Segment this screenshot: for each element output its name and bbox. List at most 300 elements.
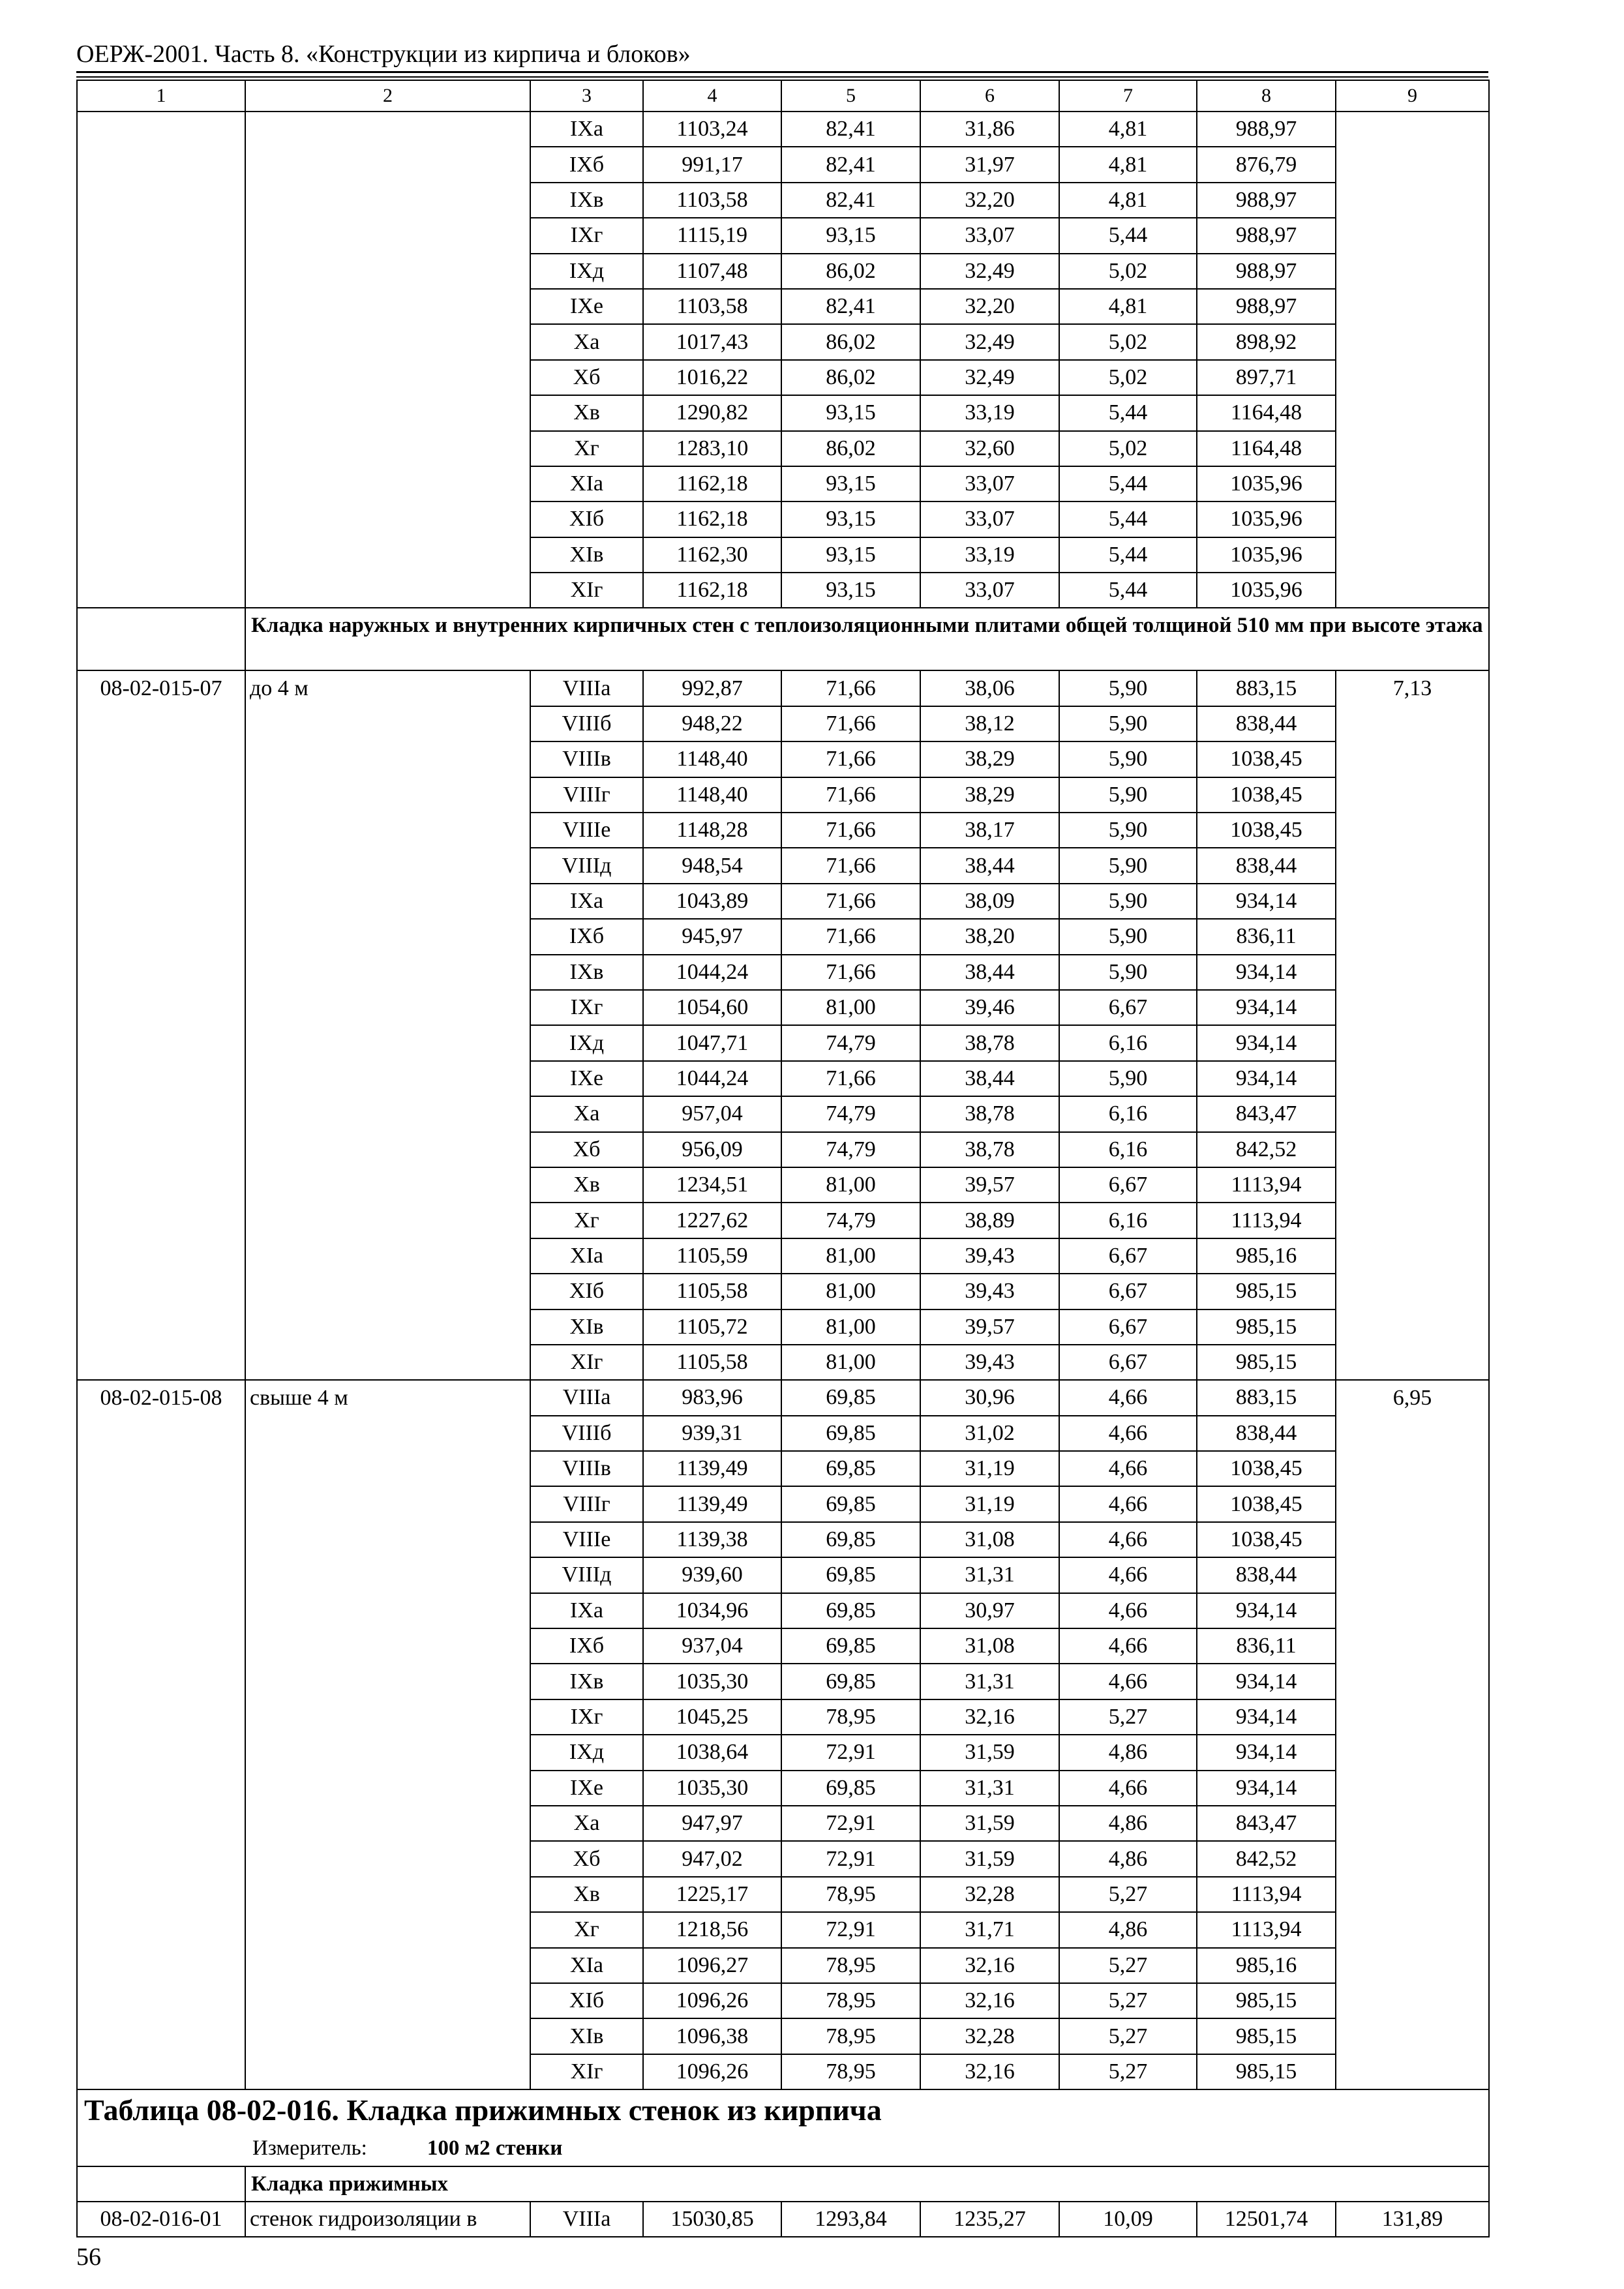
price-cell: 82,41	[781, 147, 920, 182]
price-cell: 1164,48	[1197, 395, 1336, 430]
price-cell: 4,81	[1059, 112, 1197, 147]
region-cell: IXе	[530, 1061, 643, 1096]
section-heading-row	[77, 2166, 1489, 2202]
price-cell: 1035,96	[1197, 537, 1336, 573]
table-title-row	[77, 2089, 1489, 2131]
price-cell: 1139,38	[643, 1522, 781, 1557]
price-cell: 39,43	[920, 1238, 1059, 1274]
price-cell: 30,96	[920, 1380, 1059, 1415]
price-cell: 1162,18	[643, 573, 781, 608]
price-cell: 934,14	[1197, 1025, 1336, 1060]
measure-value: 100 м2 стенки	[427, 2136, 563, 2161]
region-cell: XIа	[530, 466, 643, 501]
price-cell: 934,14	[1197, 1735, 1336, 1770]
price-cell: 1103,58	[643, 183, 781, 218]
price-cell: 5,90	[1059, 955, 1197, 990]
price-cell: 1113,94	[1197, 1877, 1336, 1912]
price-cell: 33,07	[920, 573, 1059, 608]
price-cell: 32,49	[920, 254, 1059, 289]
rate-code-cell: 08-02-015-07	[77, 670, 245, 1380]
price-cell: 1016,22	[643, 360, 781, 395]
price-cell: 38,78	[920, 1132, 1059, 1167]
measure-row	[77, 2131, 1489, 2166]
price-cell: 1162,18	[643, 501, 781, 537]
column-header: 7	[1059, 80, 1197, 112]
region-cell: VIIIг	[530, 777, 643, 813]
page-header-title: ОЕРЖ-2001. Часть 8. «Конструкции из кирпича и блоков»	[76, 40, 691, 68]
price-cell: 957,04	[643, 1096, 781, 1131]
column-number-row	[77, 80, 1489, 112]
table-row	[77, 670, 1489, 706]
price-cell: 934,14	[1197, 990, 1336, 1025]
price-cell: 5,90	[1059, 670, 1197, 706]
price-cell: 947,02	[643, 1841, 781, 1876]
price-cell: 838,44	[1197, 706, 1336, 741]
price-cell: 1115,19	[643, 218, 781, 253]
region-cell: IXа	[530, 1593, 643, 1628]
price-cell: 72,91	[781, 1841, 920, 1876]
price-cell: 32,28	[920, 1877, 1059, 1912]
price-cell: 31,71	[920, 1912, 1059, 1947]
region-cell: VIIIе	[530, 1522, 643, 1557]
region-cell: Xв	[530, 395, 643, 430]
price-cell: 1113,94	[1197, 1167, 1336, 1203]
price-cell: 843,47	[1197, 1806, 1336, 1841]
price-cell: 31,86	[920, 112, 1059, 147]
price-cell: 876,79	[1197, 147, 1336, 182]
rate-description-cell: до 4 м	[245, 670, 530, 1380]
price-cell: 5,27	[1059, 2054, 1197, 2089]
price-cell: 1035,30	[643, 1771, 781, 1806]
price-cell: 15030,85	[643, 2202, 781, 2237]
price-cell: 12501,74	[1197, 2202, 1336, 2237]
price-cell: 4,66	[1059, 1771, 1197, 1806]
price-cell: 38,44	[920, 1061, 1059, 1096]
price-cell: 985,15	[1197, 2018, 1336, 2054]
region-cell: VIIIб	[530, 1416, 643, 1451]
region-cell: IXа	[530, 884, 643, 919]
price-cell: 4,66	[1059, 1628, 1197, 1664]
price-cell: 69,85	[781, 1557, 920, 1593]
price-cell: 71,66	[781, 813, 920, 848]
price-cell: 78,95	[781, 1699, 920, 1735]
price-cell: 1038,45	[1197, 741, 1336, 777]
price-cell: 5,90	[1059, 706, 1197, 741]
region-cell: XIг	[530, 1345, 643, 1380]
price-cell: 38,29	[920, 741, 1059, 777]
region-cell: IXв	[530, 1664, 643, 1699]
price-cell: 1103,24	[643, 112, 781, 147]
price-cell: 939,31	[643, 1416, 781, 1451]
price-cell: 6,67	[1059, 990, 1197, 1025]
price-cell: 78,95	[781, 2018, 920, 2054]
region-cell: IXа	[530, 112, 643, 147]
price-cell: 1105,59	[643, 1238, 781, 1274]
price-cell: 1293,84	[781, 2202, 920, 2237]
price-cell: 4,66	[1059, 1522, 1197, 1557]
price-cell: 838,44	[1197, 848, 1336, 883]
region-cell: VIIIг	[530, 1486, 643, 1521]
price-cell: 93,15	[781, 573, 920, 608]
price-cell: 38,89	[920, 1203, 1059, 1238]
price-cell: 6,16	[1059, 1025, 1197, 1060]
price-cell: 39,46	[920, 990, 1059, 1025]
price-cell: 897,71	[1197, 360, 1336, 395]
price-cell: 74,79	[781, 1096, 920, 1131]
price-cell: 1038,64	[643, 1735, 781, 1770]
region-cell: VIIIв	[530, 1451, 643, 1486]
column-header: 9	[1336, 80, 1489, 112]
region-cell: VIIIд	[530, 848, 643, 883]
column-header: 4	[643, 80, 781, 112]
price-cell: 5,44	[1059, 218, 1197, 253]
price-cell: 4,86	[1059, 1735, 1197, 1770]
price-cell: 5,27	[1059, 1699, 1197, 1735]
price-cell: 1043,89	[643, 884, 781, 919]
price-cell: 1047,71	[643, 1025, 781, 1060]
column-header: 2	[245, 80, 530, 112]
price-cell: 838,44	[1197, 1557, 1336, 1593]
price-cell: 1283,10	[643, 431, 781, 466]
price-cell: 82,41	[781, 183, 920, 218]
region-cell: Xа	[530, 324, 643, 359]
price-cell: 5,44	[1059, 466, 1197, 501]
price-cell: 93,15	[781, 501, 920, 537]
price-cell: 1148,28	[643, 813, 781, 848]
table-title: Таблица 08-02-016. Кладка прижимных стенок из кирпича	[77, 2089, 1489, 2131]
price-cell: 5,02	[1059, 431, 1197, 466]
region-cell: XIв	[530, 1309, 643, 1345]
price-cell: 81,00	[781, 1345, 920, 1380]
price-cell: 33,19	[920, 537, 1059, 573]
column-header: 5	[781, 80, 920, 112]
price-cell: 5,02	[1059, 254, 1197, 289]
price-cell: 86,02	[781, 324, 920, 359]
price-cell: 1148,40	[643, 777, 781, 813]
price-cell: 1148,40	[643, 741, 781, 777]
region-cell: Xг	[530, 1912, 643, 1947]
price-cell: 4,81	[1059, 183, 1197, 218]
region-cell: Xг	[530, 1203, 643, 1238]
price-cell: 988,97	[1197, 183, 1336, 218]
price-cell: 32,16	[920, 1699, 1059, 1735]
price-cell: 31,59	[920, 1841, 1059, 1876]
price-cell: 5,27	[1059, 1983, 1197, 2018]
price-cell: 6,67	[1059, 1309, 1197, 1345]
price-cell: 4,66	[1059, 1486, 1197, 1521]
price-cell: 31,31	[920, 1664, 1059, 1699]
price-cell: 71,66	[781, 741, 920, 777]
price-cell: 5,02	[1059, 324, 1197, 359]
price-cell: 5,90	[1059, 919, 1197, 954]
price-cell: 78,95	[781, 2054, 920, 2089]
price-cell: 1113,94	[1197, 1912, 1336, 1947]
price-cell: 836,11	[1197, 1628, 1336, 1664]
region-cell: XIб	[530, 1274, 643, 1309]
price-cell: 1218,56	[643, 1912, 781, 1947]
region-cell: VIIIб	[530, 706, 643, 741]
price-cell: 5,44	[1059, 395, 1197, 430]
price-cell: 78,95	[781, 1948, 920, 1983]
price-cell: 948,54	[643, 848, 781, 883]
price-cell: 1044,24	[643, 1061, 781, 1096]
price-cell: 72,91	[781, 1735, 920, 1770]
price-cell: 38,78	[920, 1096, 1059, 1131]
price-cell: 4,66	[1059, 1380, 1197, 1415]
price-cell: 5,90	[1059, 813, 1197, 848]
price-cell: 38,17	[920, 813, 1059, 848]
price-cell: 69,85	[781, 1664, 920, 1699]
section-heading: Кладка прижимных	[245, 2166, 1489, 2202]
region-cell: IXд	[530, 1735, 643, 1770]
price-cell: 939,60	[643, 1557, 781, 1593]
price-cell: 1017,43	[643, 324, 781, 359]
price-cell: 5,27	[1059, 2018, 1197, 2054]
price-cell: 836,11	[1197, 919, 1336, 954]
price-cell: 1227,62	[643, 1203, 781, 1238]
region-cell: Xб	[530, 360, 643, 395]
labor-norm-cell	[1336, 112, 1489, 608]
region-cell: VIIIа	[530, 1380, 643, 1415]
price-cell: 5,44	[1059, 537, 1197, 573]
price-cell: 988,97	[1197, 112, 1336, 147]
price-cell: 934,14	[1197, 1699, 1336, 1735]
price-cell: 33,07	[920, 218, 1059, 253]
price-cell: 985,15	[1197, 1345, 1336, 1380]
price-cell: 6,16	[1059, 1203, 1197, 1238]
price-cell: 5,90	[1059, 1061, 1197, 1096]
price-cell: 31,19	[920, 1486, 1059, 1521]
price-cell: 38,09	[920, 884, 1059, 919]
price-cell: 985,15	[1197, 1983, 1336, 2018]
price-cell: 947,97	[643, 1806, 781, 1841]
region-cell: IXг	[530, 218, 643, 253]
price-cell: 32,28	[920, 2018, 1059, 2054]
price-cell: 934,14	[1197, 1771, 1336, 1806]
region-cell: IXб	[530, 919, 643, 954]
price-cell: 842,52	[1197, 1841, 1336, 1876]
region-cell: VIIIа	[530, 2202, 643, 2237]
column-header: 3	[530, 80, 643, 112]
price-table-body	[77, 80, 1489, 2237]
price-cell: 86,02	[781, 360, 920, 395]
price-cell: 5,90	[1059, 777, 1197, 813]
price-cell: 1038,45	[1197, 1451, 1336, 1486]
price-cell: 69,85	[781, 1771, 920, 1806]
region-cell: Xг	[530, 431, 643, 466]
price-cell: 31,19	[920, 1451, 1059, 1486]
region-cell: Xв	[530, 1167, 643, 1203]
price-cell: 81,00	[781, 990, 920, 1025]
price-cell: 4,66	[1059, 1593, 1197, 1628]
region-cell: VIIIв	[530, 741, 643, 777]
price-cell: 1234,51	[643, 1167, 781, 1203]
region-cell: IXв	[530, 955, 643, 990]
price-cell: 6,67	[1059, 1345, 1197, 1380]
rate-description-cell	[245, 112, 530, 608]
price-cell: 1290,82	[643, 395, 781, 430]
price-cell: 30,97	[920, 1593, 1059, 1628]
price-cell: 1038,45	[1197, 1486, 1336, 1521]
price-cell: 31,02	[920, 1416, 1059, 1451]
header-rule-secondary	[76, 76, 1488, 78]
price-cell: 39,43	[920, 1274, 1059, 1309]
price-cell: 1038,45	[1197, 777, 1336, 813]
price-cell: 38,06	[920, 670, 1059, 706]
price-cell: 69,85	[781, 1451, 920, 1486]
price-table	[76, 80, 1490, 2237]
price-cell: 6,16	[1059, 1096, 1197, 1131]
price-cell: 71,66	[781, 777, 920, 813]
price-cell: 31,59	[920, 1806, 1059, 1841]
price-cell: 898,92	[1197, 324, 1336, 359]
price-cell: 988,97	[1197, 289, 1336, 324]
price-cell: 31,08	[920, 1522, 1059, 1557]
price-cell: 32,20	[920, 289, 1059, 324]
section-heading-row	[77, 608, 1489, 670]
price-cell: 4,86	[1059, 1912, 1197, 1947]
price-cell: 842,52	[1197, 1132, 1336, 1167]
price-cell: 81,00	[781, 1238, 920, 1274]
price-cell: 948,22	[643, 706, 781, 741]
price-cell: 5,02	[1059, 360, 1197, 395]
price-cell: 38,20	[920, 919, 1059, 954]
price-cell: 72,91	[781, 1806, 920, 1841]
price-cell: 71,66	[781, 1061, 920, 1096]
price-cell: 82,41	[781, 112, 920, 147]
price-cell: 1235,27	[920, 2202, 1059, 2237]
price-cell: 945,97	[643, 919, 781, 954]
price-cell: 1225,17	[643, 1877, 781, 1912]
region-cell: Xа	[530, 1806, 643, 1841]
price-cell: 5,90	[1059, 848, 1197, 883]
price-cell: 69,85	[781, 1522, 920, 1557]
price-cell: 82,41	[781, 289, 920, 324]
price-cell: 1105,72	[643, 1309, 781, 1345]
price-cell: 1035,96	[1197, 501, 1336, 537]
price-cell: 31,97	[920, 147, 1059, 182]
price-cell: 31,08	[920, 1628, 1059, 1664]
price-cell: 838,44	[1197, 1416, 1336, 1451]
region-cell: IXе	[530, 1771, 643, 1806]
price-cell: 71,66	[781, 955, 920, 990]
price-cell: 33,19	[920, 395, 1059, 430]
price-cell: 93,15	[781, 395, 920, 430]
price-cell: 93,15	[781, 466, 920, 501]
price-cell: 32,60	[920, 431, 1059, 466]
price-cell: 81,00	[781, 1167, 920, 1203]
price-cell: 4,66	[1059, 1451, 1197, 1486]
region-cell: XIб	[530, 501, 643, 537]
price-cell: 74,79	[781, 1132, 920, 1167]
price-cell: 1162,18	[643, 466, 781, 501]
region-cell: XIв	[530, 537, 643, 573]
price-cell: 78,95	[781, 1877, 920, 1912]
price-cell: 33,07	[920, 501, 1059, 537]
price-cell: 38,12	[920, 706, 1059, 741]
price-cell: 934,14	[1197, 884, 1336, 919]
price-cell: 32,16	[920, 1983, 1059, 2018]
price-cell: 934,14	[1197, 1664, 1336, 1699]
region-cell: IXг	[530, 990, 643, 1025]
price-cell: 1054,60	[643, 990, 781, 1025]
price-cell: 991,17	[643, 147, 781, 182]
price-cell: 71,66	[781, 884, 920, 919]
section-heading: Кладка наружных и внутренних кирпичных стен с теплоизоляционными плитами общей толщиной 510 мм при высоте этажа	[245, 608, 1489, 670]
price-cell: 5,90	[1059, 884, 1197, 919]
price-cell: 31,31	[920, 1557, 1059, 1593]
region-cell: Xв	[530, 1877, 643, 1912]
price-cell: 985,15	[1197, 1309, 1336, 1345]
price-cell: 6,67	[1059, 1167, 1197, 1203]
price-cell: 93,15	[781, 537, 920, 573]
price-cell: 72,91	[781, 1912, 920, 1947]
price-cell: 1038,45	[1197, 813, 1336, 848]
rate-code-cell: 08-02-015-08	[77, 1380, 245, 2089]
region-cell: VIIIе	[530, 813, 643, 848]
region-cell: XIг	[530, 2054, 643, 2089]
rate-description-cell: стенок гидроизоляции в	[245, 2202, 530, 2237]
price-cell: 1096,27	[643, 1948, 781, 1983]
region-cell: VIIIд	[530, 1557, 643, 1593]
labor-norm-cell: 6,95	[1336, 1380, 1489, 2089]
price-cell: 6,67	[1059, 1238, 1197, 1274]
price-cell: 883,15	[1197, 1380, 1336, 1415]
price-cell: 934,14	[1197, 1061, 1336, 1096]
table-row	[77, 1380, 1489, 1415]
price-cell: 1096,26	[643, 2054, 781, 2089]
price-cell: 86,02	[781, 254, 920, 289]
region-cell: XIб	[530, 1983, 643, 2018]
section-spacer-cell	[77, 2166, 245, 2202]
price-cell: 39,43	[920, 1345, 1059, 1380]
rate-description-cell: свыше 4 м	[245, 1380, 530, 2089]
price-cell: 883,15	[1197, 670, 1336, 706]
region-cell: XIа	[530, 1238, 643, 1274]
price-cell: 843,47	[1197, 1096, 1336, 1131]
region-cell: IXб	[530, 147, 643, 182]
price-cell: 1035,96	[1197, 573, 1336, 608]
price-cell: 71,66	[781, 919, 920, 954]
price-cell: 69,85	[781, 1593, 920, 1628]
region-cell: IXе	[530, 289, 643, 324]
price-cell: 31,59	[920, 1735, 1059, 1770]
price-cell: 10,09	[1059, 2202, 1197, 2237]
price-cell: 1096,26	[643, 1983, 781, 2018]
price-cell: 1162,30	[643, 537, 781, 573]
column-header: 8	[1197, 80, 1336, 112]
price-cell: 985,16	[1197, 1238, 1336, 1274]
price-cell: 4,86	[1059, 1806, 1197, 1841]
region-cell: XIв	[530, 2018, 643, 2054]
price-cell: 983,96	[643, 1380, 781, 1415]
price-cell: 956,09	[643, 1132, 781, 1167]
price-cell: 69,85	[781, 1486, 920, 1521]
rate-code-cell	[77, 112, 245, 608]
price-cell: 985,15	[1197, 2054, 1336, 2089]
labor-norm-cell: 7,13	[1336, 670, 1489, 1380]
measure-cell	[77, 2131, 1489, 2166]
region-cell: IXб	[530, 1628, 643, 1664]
price-cell: 4,66	[1059, 1557, 1197, 1593]
price-cell: 6,67	[1059, 1274, 1197, 1309]
price-cell: 1035,96	[1197, 466, 1336, 501]
price-cell: 5,27	[1059, 1877, 1197, 1912]
price-cell: 1103,58	[643, 289, 781, 324]
price-cell: 32,49	[920, 324, 1059, 359]
region-cell: XIг	[530, 573, 643, 608]
price-cell: 32,16	[920, 1948, 1059, 1983]
